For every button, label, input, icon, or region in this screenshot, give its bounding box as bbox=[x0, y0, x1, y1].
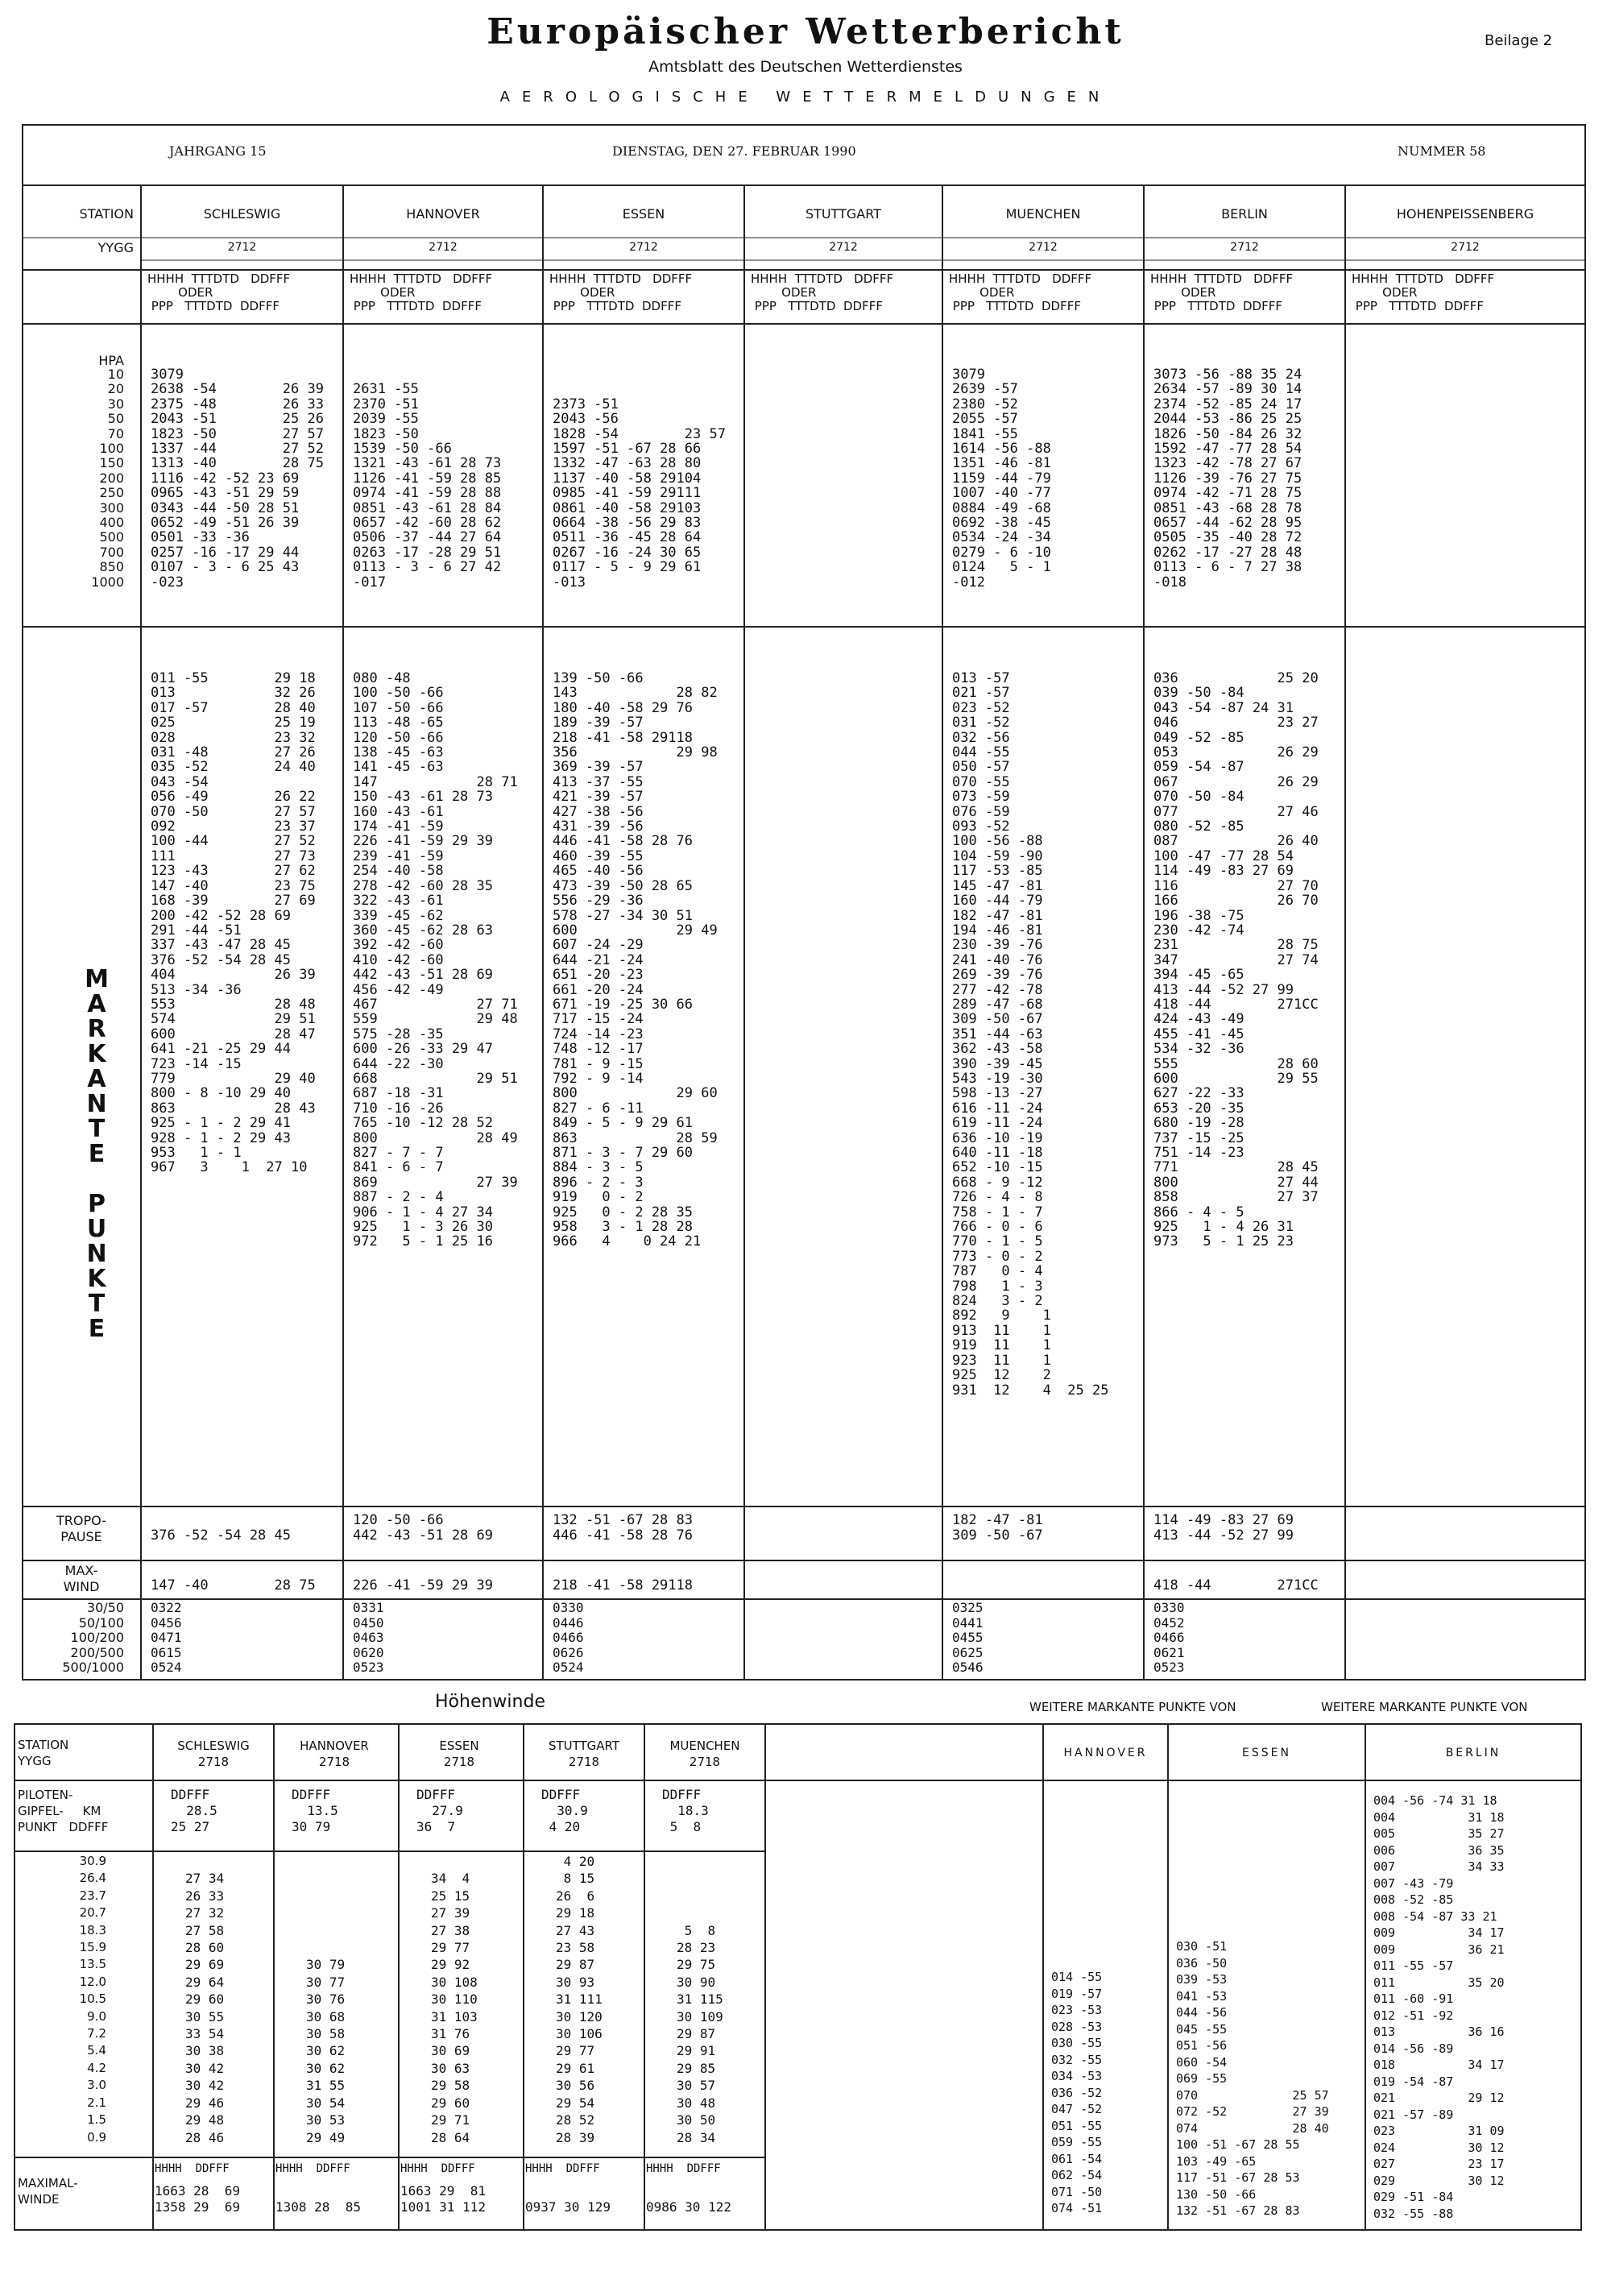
weitere-label-1: WEITERE MARKANTE PUNKTE VON bbox=[1029, 1700, 1236, 1714]
hw-station-name: STUTTGART bbox=[548, 1739, 620, 1753]
maximal-winde-label: MAXIMAL- WINDE bbox=[18, 2176, 78, 2207]
hw-gipfel-data: DDFFF 30.9 4 20 bbox=[541, 1787, 588, 1834]
hw-max-data: 1663 29 81 1001 31 112 bbox=[400, 2183, 486, 2215]
station-yygg: 2712 bbox=[1451, 241, 1480, 254]
markante-punkte-data: 036 25 20 039 -50 -84 043 -54 -87 24 31 046 23 27 049 -52 -85 053 26 29 059 -54 -87 067 26 29 070 -50 -84 077 27 46 080 -52 -85 087 26 40 100 -47 -77 28 54 114 -49 -83 27 69 116 27 70 166 26 70 196 -38 -75 230 -42 -74 231 28 75 347 27 74 394 -45 -65 413 -44 -52 27 99 418 -44 271CC 424 -43 -49 455 -41 -45 534 -32 -36 555 28 60 600 29 55 627 -22 -33 653 -20 -35 680 -19 -28 737 -15 -25 751 -14 -23 771 28 45 800 27 44 858 27 37 866 - 4 - 5 925 1 - 4 26 31 973 5 - 1 25 23 bbox=[1153, 670, 1319, 1250]
hw-station-name: SCHLESWIG bbox=[177, 1739, 250, 1753]
station-yygg: 2712 bbox=[1029, 241, 1058, 254]
tropopause-data: 182 -47 -81 309 -50 -67 bbox=[952, 1512, 1043, 1544]
shear-data: 0330 0446 0466 0626 0524 bbox=[553, 1600, 584, 1676]
station-label: STATION bbox=[79, 206, 134, 222]
column-header: HHHH TTTDTD DDFFF ODER PPP TTTDTD DDFFF bbox=[350, 271, 493, 313]
hw-station-name: ESSEN bbox=[439, 1739, 479, 1753]
hw-station-yygg: 2718 bbox=[568, 1755, 600, 1769]
hw-gipfel-data: DDFFF 28.5 25 27 bbox=[171, 1787, 217, 1834]
hw-max-header: HHHH DDFFF bbox=[646, 2162, 721, 2175]
markante-punkte-data: 013 -57 021 -57 023 -52 031 -52 032 -56 044 -55 050 -57 070 -55 073 -59 076 -59 093 -52 100 -56 -88 104 -59 -90 117 -53 -85 145 -47 -81 160 -44 -79 182 -47 -81 194 -46 -81 230 -39 -76 241 -40 -76 269 -39 -76 277 -42 -78 289 -47 -68 309 -50 -67 351 -44 -63 362 -43 -58 390 -39 -45 543 -19 -30 598 -13 -27 616 -11 -24 619 -11 -24 636 -10 -19 640 -11 -18 652 -10 -15 668 - 9 -12 726 - 4 - 8 758 - 1 - 7 766 - 0 - 6 770 - 1 - 5 773 - 0 - 2 787 0 - 4 798 1 - 3 824 3 - 2 892 9 1 913 11 1 919 11 1 923 11 1 925 12 2 931 12 4 25 25 bbox=[952, 670, 1109, 1399]
tropopause-data: 376 -52 -54 28 45 bbox=[151, 1527, 291, 1544]
station-name: STUTTGART bbox=[806, 206, 881, 222]
hw-station-name: HANNOVER bbox=[300, 1739, 369, 1753]
hw-max-header: HHHH DDFFF bbox=[155, 2162, 230, 2175]
shear-labels: 30/50 50/100 100/200 200/500 500/1000 bbox=[62, 1600, 124, 1676]
tropopause-data: 132 -51 -67 28 83 446 -41 -58 28 76 bbox=[553, 1512, 693, 1544]
weitere-station-name: HANNOVER bbox=[1063, 1747, 1148, 1759]
weitere-station-name: BERLIN bbox=[1445, 1747, 1501, 1759]
hw-station-yygg: 2718 bbox=[318, 1755, 350, 1769]
shear-data: 0322 0456 0471 0615 0524 bbox=[151, 1600, 182, 1676]
page-subtitle: Amtsblatt des Deutschen Wetterdienstes bbox=[648, 58, 963, 76]
standard-levels-data: 3073 -56 -88 35 24 2634 -57 -89 30 14 2374 -52 -85 24 17 2044 -53 -86 25 25 1826 -50 -84 26 32 1592 -47 -77 28 54 1323 -42 -78 27 67 1126 -39 -76 27 75 0974 -42 -71 28 75 0851 -43 -68 28 78 0657 -44 -62 28 95 0505 -35 -40 28 72 0262 -17 -27 28 48 0113 - 6 - 7 27 38 -018 bbox=[1153, 367, 1302, 591]
maxwind-data: 418 -44 271CC bbox=[1153, 1577, 1319, 1594]
jahrgang-label: JAHRGANG 15 bbox=[169, 143, 267, 159]
shear-data: 0325 0441 0455 0625 0546 bbox=[952, 1600, 984, 1676]
yygg-label: YYGG bbox=[97, 240, 134, 255]
standard-levels-data: 2631 -55 2370 -51 2039 -55 1823 -50 1539 -50 -66 1321 -43 -61 28 73 1126 -41 -59 28 85 0974 -41 -59 28 88 0851 -43 -61 28 84 0657 -42 -60 28 62 0506 -37 -44 27 64 0263 -17 -28 29 51 0113 - 3 - 6 27 42 -017 bbox=[353, 381, 502, 591]
markante-punkte-data: 139 -50 -66 143 28 82 180 -40 -58 29 76 189 -39 -57 218 -41 -58 29118 356 29 98 369 -39 -57 413 -37 -55 421 -39 -57 427 -38 -56 431 -39 -56 446 -41 -58 28 76 460 -39 -55 465 -40 -56 473 -39 -50 28 65 556 -29 -36 578 -27 -34 30 51 600 29 49 607 -24 -29 644 -21 -24 651 -20 -23 661 -20 -24 671 -19 -25 30 66 717 -15 -24 724 -14 -23 748 -12 -17 781 - 9 -15 792 - 9 -14 800 29 60 827 - 6 -11 849 - 5 - 9 29 61 863 28 59 871 - 3 - 7 29 60 884 - 3 - 5 896 - 2 - 3 919 0 - 2 925 0 - 2 28 35 958 3 - 1 28 28 966 4 0 24 21 bbox=[553, 670, 718, 1250]
hw-station-yygg: 2718 bbox=[443, 1755, 475, 1769]
t2-station-label: STATION YYGG bbox=[18, 1738, 69, 1768]
hw-winds-data: 34 4 25 15 27 39 27 38 29 77 29 92 30 108 30 110 31 103 31 76 30 69 30 63 29 58 29 60 29 71 28 64 bbox=[431, 1871, 478, 2145]
standard-levels-data: 3079 2638 -54 26 39 2375 -48 26 33 2043 -51 25 26 1823 -50 27 57 1337 -44 27 52 1313 -40 28 75 1116 -42 -52 23 69 0965 -43 -51 29 59 0343 -44 -50 28 51 0652 -49 -51 26 39 0501 -33 -36 0257 -16 -17 29 44 0107 - 3 - 6 25 43 -023 bbox=[151, 367, 324, 591]
hpa-label: HPA bbox=[98, 353, 124, 368]
standard-levels-data: 3079 2639 -57 2380 -52 2055 -57 1841 -55 1614 -56 -88 1351 -46 -81 1159 -44 -79 1007 -40 -77 0884 -49 -68 0692 -38 -45 0534 -24 -34 0279 - 6 -10 0124 5 - 1 -012 bbox=[952, 367, 1051, 591]
hw-max-data: 1663 28 69 1358 29 69 bbox=[155, 2183, 240, 2215]
column-header: HHHH TTTDTD DDFFF ODER PPP TTTDTD DDFFF bbox=[147, 271, 291, 313]
weitere-data: 030 -51 036 -50 039 -53 041 -53 044 -56 045 -55 051 -56 060 -54 069 -55 070 25 57 072 -52 27 39 074 28 40 100 -51 -67 28 55 103 -49 -65 117 -51 -67 28 53 130 -50 -66 132 -51 -67 28 83 bbox=[1176, 1939, 1329, 2218]
station-yygg: 2712 bbox=[429, 241, 458, 254]
markante-punkte-vertical-label: M A R K A N T E P U N K T E bbox=[85, 965, 109, 1343]
markante-punkte-data: 011 -55 29 18 013 32 26 017 -57 28 40 025 25 19 028 23 32 031 -48 27 26 035 -52 24 40 043 -54 056 -49 26 22 070 -50 27 57 092 23 37 100 -44 27 52 111 27 73 123 -43 27 62 147 -40 23 75 168 -39 27 69 200 -42 -52 28 69 291 -44 -51 337 -43 -47 28 45 376 -52 -54 28 45 404 26 39 513 -34 -36 553 28 48 574 29 51 600 28 47 641 -21 -25 29 44 723 -14 -15 779 29 40 800 - 8 -10 29 40 863 28 43 925 - 1 - 2 29 41 928 - 1 - 2 29 43 953 1 - 1 967 3 1 27 10 bbox=[151, 670, 316, 1176]
hw-winds-data: 30 79 30 77 30 76 30 68 30 58 30 62 30 62 31 55 30 54 30 53 29 49 bbox=[306, 1957, 346, 2145]
hw-station-name: MUENCHEN bbox=[669, 1739, 740, 1753]
maxwind-data: 226 -41 -59 29 39 bbox=[353, 1577, 493, 1594]
station-name: ESSEN bbox=[622, 206, 665, 222]
issue-number: NUMMER 58 bbox=[1398, 143, 1486, 159]
piloten-label: PILOTEN- GIPFEL- KM PUNKT DDFFF bbox=[18, 1788, 109, 1834]
maxwind-data: 147 -40 28 75 bbox=[151, 1577, 316, 1594]
weitere-data: 004 -56 -74 31 18 004 31 18 005 35 27 006 36 35 007 34 33 007 -43 -79 008 -52 -85 008 -54 -87 33 21 009 34 17 009 36 21 011 -55 -57 011 35 20 011 -60 -91 012 -51 -92 013 36 16 014 -56 -89 018 34 17 019 -54 -87 021 29 12 021 -57 -89 023 31 09 024 30 12 027 23 17 029 30 12 029 -51 -84 032 -55 -88 bbox=[1373, 1793, 1505, 2221]
tropopause-label: TROPO- PAUSE bbox=[56, 1513, 106, 1544]
station-name: BERLIN bbox=[1221, 206, 1268, 222]
hw-gipfel-data: DDFFF 27.9 36 7 bbox=[416, 1787, 463, 1834]
column-header: HHHH TTTDTD DDFFF ODER PPP TTTDTD DDFFF bbox=[549, 271, 693, 313]
shear-data: 0330 0452 0466 0621 0523 bbox=[1153, 1600, 1185, 1676]
hw-max-data: 1308 28 85 bbox=[275, 2199, 361, 2215]
maxwind-data: 218 -41 -58 29118 bbox=[553, 1577, 693, 1594]
hw-winds-data: 27 34 26 33 27 32 27 58 28 60 29 69 29 64 29 60 30 55 33 54 30 38 30 42 30 42 29 46 29 48 28 46 bbox=[185, 1871, 225, 2145]
hw-gipfel-data: DDFFF 18.3 5 8 bbox=[662, 1787, 709, 1834]
station-yygg: 2712 bbox=[227, 241, 257, 254]
standard-levels-data: 2373 -51 2043 -56 1828 -54 23 57 1597 -51 -67 28 66 1332 -47 -63 28 80 1137 -40 -58 29104 0985 -41 -59 29111 0861 -40 -58 29103 0664 -38 -56 29 83 0511 -36 -45 28 64 0267 -16 -24 30 65 0117 - 5 - 9 29 61 -013 bbox=[553, 396, 726, 591]
page-title: Europäischer Wetterbericht bbox=[487, 11, 1124, 52]
hw-winds-data: 5 8 28 23 29 75 30 90 31 115 30 109 29 87 29 91 29 85 30 57 30 48 30 50 28 34 bbox=[677, 1922, 723, 2145]
pressure-levels: 10 20 30 50 70 100 150 200 250 300 400 500 700 850 1000 bbox=[91, 367, 124, 590]
tropopause-data: 114 -49 -83 27 69 413 -44 -52 27 99 bbox=[1153, 1512, 1294, 1544]
beilage-label: Beilage 2 bbox=[1485, 32, 1553, 49]
hw-max-header: HHHH DDFFF bbox=[400, 2162, 475, 2175]
markante-punkte-data: 080 -48 100 -50 -66 107 -50 -66 113 -48 -65 120 -50 -66 138 -45 -63 141 -45 -63 147 28 71 150 -43 -61 28 73 160 -43 -61 174 -41 -59 226 -41 -59 29 39 239 -41 -59 254 -40 -58 278 -42 -60 28 35 322 -43 -61 339 -45 -62 360 -45 -62 28 63 392 -42 -60 410 -42 -60 442 -43 -51 28 69 456 -42 -49 467 27 71 559 29 48 575 -28 -35 600 -26 -33 29 47 644 -22 -30 668 29 51 687 -18 -31 710 -16 -26 765 -10 -12 28 52 800 28 49 827 - 7 - 7 841 - 6 - 7 869 27 39 887 - 2 - 4 906 - 1 - 4 27 34 925 1 - 3 26 30 972 5 - 1 25 16 bbox=[353, 670, 518, 1250]
hw-station-yygg: 2718 bbox=[197, 1755, 230, 1769]
station-name: HOHENPEISSENBERG bbox=[1396, 206, 1534, 222]
maxwind-label: MAX- WIND bbox=[63, 1563, 100, 1594]
section-title: AEROLOGISCHE WETTERMELDUNGEN bbox=[499, 89, 1112, 106]
station-name: SCHLESWIG bbox=[203, 206, 281, 222]
hw-max-header: HHHH DDFFF bbox=[525, 2162, 600, 2175]
station-name: MUENCHEN bbox=[1005, 206, 1081, 222]
tropopause-data: 120 -50 -66 442 -43 -51 28 69 bbox=[353, 1512, 493, 1544]
station-name: HANNOVER bbox=[406, 206, 480, 222]
weitere-station-name: ESSEN bbox=[1242, 1747, 1291, 1759]
hw-max-data: 0986 30 122 bbox=[646, 2199, 731, 2215]
hw-max-data: 0937 30 129 bbox=[525, 2199, 611, 2215]
issue-date: DIENSTAG, DEN 27. FEBRUAR 1990 bbox=[612, 143, 856, 159]
column-header: HHHH TTTDTD DDFFF ODER PPP TTTDTD DDFFF bbox=[1352, 271, 1495, 313]
hoehenwinde-title: Höhenwinde bbox=[435, 1692, 545, 1712]
hw-winds-data: 4 20 8 15 26 6 29 18 27 43 23 58 29 87 30 93 31 111 30 120 30 106 29 77 29 61 30 56 29 54 28 52 28 39 bbox=[556, 1854, 603, 2145]
station-yygg: 2712 bbox=[629, 241, 658, 254]
hw-max-header: HHHH DDFFF bbox=[275, 2162, 350, 2175]
shear-data: 0331 0450 0463 0620 0523 bbox=[353, 1600, 384, 1676]
column-header: HHHH TTTDTD DDFFF ODER PPP TTTDTD DDFFF bbox=[1150, 271, 1294, 313]
hw-station-yygg: 2718 bbox=[689, 1755, 721, 1769]
column-header: HHHH TTTDTD DDFFF ODER PPP TTTDTD DDFFF bbox=[949, 271, 1092, 313]
weitere-data: 014 -55 019 -57 023 -53 028 -53 030 -55 032 -55 034 -53 036 -52 047 -52 051 -55 059 -55 061 -54 062 -54 071 -50 074 -51 bbox=[1051, 1970, 1103, 2215]
km-levels: 30.9 26.4 23.7 20.7 18.3 15.9 13.5 12.0 10.5 9.0 7.2 5.4 4.2 3.0 2.1 1.5 0.9 bbox=[79, 1854, 106, 2145]
column-header: HHHH TTTDTD DDFFF ODER PPP TTTDTD DDFFF bbox=[751, 271, 894, 313]
station-yygg: 2712 bbox=[1230, 241, 1259, 254]
station-yygg: 2712 bbox=[829, 241, 858, 254]
hw-gipfel-data: DDFFF 13.5 30 79 bbox=[292, 1787, 338, 1834]
weitere-label-2: WEITERE MARKANTE PUNKTE VON bbox=[1321, 1700, 1528, 1714]
